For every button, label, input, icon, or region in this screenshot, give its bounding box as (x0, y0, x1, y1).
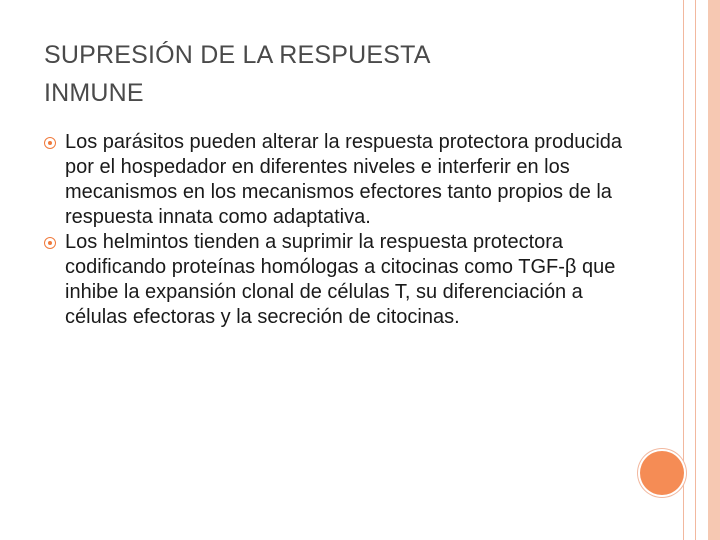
bullet-text: Los helmintos tienden a suprimir la respuesta protectora codificando proteínas homólogas a citocinas como TGF-β que inhibe la expansión clonal de células T, su diferenciación a células efectoras y la secreción de citocinas. (65, 231, 616, 328)
decorative-circle (640, 451, 684, 495)
bullet-item (44, 130, 634, 230)
bullet-item (44, 230, 634, 330)
decorative-border-line (683, 0, 684, 540)
bullet-list (44, 130, 634, 330)
bullet-text: Los parásitos pueden alterar la respuesta protectora producida por el hospedador en diferentes niveles e interferir en los mecanismos en los mecanismos efectores tanto propios de la respuesta innata como adaptativa. (65, 131, 623, 228)
slide-title-line: SUPRESIÓN DE LA RESPUESTA (44, 41, 431, 69)
slide-title (44, 36, 644, 112)
decorative-border-line (695, 0, 696, 540)
slide-title-line: INMUNE (44, 79, 144, 107)
decorative-side-band (708, 0, 720, 540)
circle-bullet-icon (44, 237, 56, 249)
circle-bullet-icon (44, 137, 56, 149)
